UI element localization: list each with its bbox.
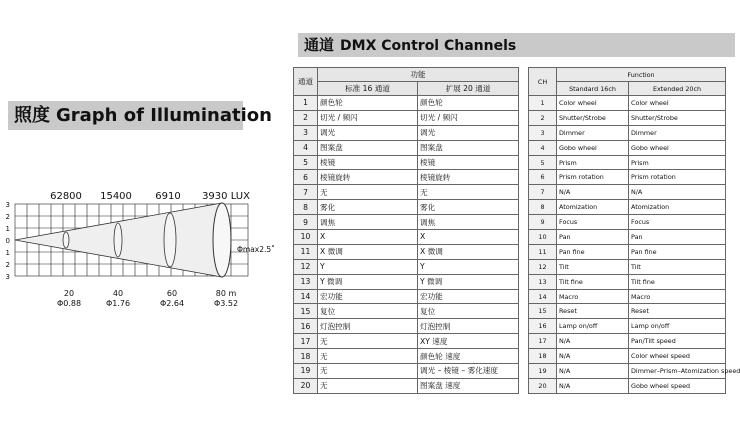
extended-function-cell: Dimmer <box>629 125 726 140</box>
channel-cell: 14 <box>294 289 318 304</box>
dmx-table-chinese <box>293 67 519 394</box>
channel-cell: 13 <box>294 274 318 289</box>
standard-function-cell: 宏功能 <box>318 289 418 304</box>
standard-header: 标准 16 通道 <box>318 82 418 96</box>
illumination-title-en: Graph of Illumination <box>56 105 272 126</box>
extended-function-cell: 无 <box>418 185 519 200</box>
extended-function-cell: Dimmer–Prism–Atomization speed <box>629 364 726 379</box>
channel-cell: 15 <box>294 304 318 319</box>
standard-function-cell: 棱镜旋转 <box>318 170 418 185</box>
table-row <box>294 349 519 364</box>
table-row <box>294 215 519 230</box>
extended-function-cell: Macro <box>629 289 726 304</box>
table-row <box>294 334 519 349</box>
table-row <box>529 215 726 230</box>
table-row <box>529 274 726 289</box>
standard-function-cell: 无 <box>318 364 418 379</box>
standard-function-cell: 切光 / 频闪 <box>318 110 418 125</box>
beam-section-80m <box>213 203 231 277</box>
channel-cell: 2 <box>529 110 557 125</box>
extended-function-cell: 宏功能 <box>418 289 519 304</box>
standard-function-cell: Tilt fine <box>557 274 629 289</box>
distance-label: 60 <box>166 289 178 298</box>
standard-function-cell: Macro <box>557 289 629 304</box>
table-row <box>529 378 726 393</box>
ch-header: 通道 <box>294 68 318 96</box>
table-row <box>294 364 519 379</box>
channel-cell: 8 <box>529 200 557 215</box>
ch-header: CH <box>529 68 557 96</box>
channel-cell: 7 <box>529 185 557 200</box>
lux-label: 62800 <box>50 191 82 202</box>
standard-function-cell: 复位 <box>318 304 418 319</box>
extended-function-cell: Prism rotation <box>629 170 726 185</box>
extended-function-cell: Color wheel <box>629 96 726 111</box>
table-row <box>529 319 726 334</box>
extended-function-cell: Color wheel speed <box>629 349 726 364</box>
channel-cell: 16 <box>294 319 318 334</box>
extended-function-cell: 棱镜旋转 <box>418 170 519 185</box>
table-row <box>294 170 519 185</box>
channel-cell: 13 <box>529 274 557 289</box>
y-tick: 3 <box>5 273 10 281</box>
extended-function-cell: Lamp on/off <box>629 319 726 334</box>
table-row <box>529 304 726 319</box>
standard-function-cell: Color wheel <box>557 96 629 111</box>
lux-label: 3930 LUX <box>202 191 250 202</box>
standard-function-cell: Prism <box>557 155 629 170</box>
table-row <box>529 289 726 304</box>
channel-cell: 12 <box>294 259 318 274</box>
standard-function-cell: Dimmer <box>557 125 629 140</box>
channel-cell: 6 <box>294 170 318 185</box>
channel-cell: 6 <box>529 170 557 185</box>
table-row <box>294 110 519 125</box>
extended-function-cell: Pan/Tilt speed <box>629 334 726 349</box>
table-row <box>294 140 519 155</box>
extended-function-cell: 棱镜 <box>418 155 519 170</box>
extended-function-cell: Y <box>418 259 519 274</box>
channel-cell: 10 <box>294 230 318 245</box>
standard-function-cell: Prism rotation <box>557 170 629 185</box>
standard-function-cell: Tilt <box>557 259 629 274</box>
extended-function-cell: 颜色轮 <box>418 96 519 111</box>
function-header: 功能 <box>318 68 519 82</box>
extended-function-cell: 调焦 <box>418 215 519 230</box>
extended-function-cell: Y 微调 <box>418 274 519 289</box>
extended-function-cell: Reset <box>629 304 726 319</box>
extended-function-cell: 颜色轮 速度 <box>418 349 519 364</box>
channel-cell: 15 <box>529 304 557 319</box>
table-row <box>529 230 726 245</box>
standard-function-cell: 无 <box>318 334 418 349</box>
channel-cell: 10 <box>529 230 557 245</box>
channel-cell: 3 <box>294 125 318 140</box>
table-row <box>294 230 519 245</box>
table-row <box>529 334 726 349</box>
illumination-graph <box>0 185 300 315</box>
standard-function-cell: Shutter/Strobe <box>557 110 629 125</box>
y-tick: 0 <box>5 237 10 245</box>
extended-function-cell: Pan <box>629 230 726 245</box>
table-row <box>529 170 726 185</box>
channel-cell: 17 <box>529 334 557 349</box>
table-row <box>294 319 519 334</box>
extended-function-cell: N/A <box>629 185 726 200</box>
standard-function-cell: 棱镜 <box>318 155 418 170</box>
standard-function-cell: Lamp on/off <box>557 319 629 334</box>
channel-cell: 20 <box>529 378 557 393</box>
standard-function-cell: N/A <box>557 364 629 379</box>
standard-function-cell: 灯泡控制 <box>318 319 418 334</box>
y-tick: 2 <box>5 213 10 221</box>
channel-cell: 19 <box>529 364 557 379</box>
channel-cell: 4 <box>294 140 318 155</box>
y-tick: 1 <box>5 249 10 257</box>
channel-cell: 5 <box>529 155 557 170</box>
channel-cell: 12 <box>529 259 557 274</box>
standard-function-cell: X 微调 <box>318 244 418 259</box>
table-row <box>294 155 519 170</box>
standard-function-cell: X <box>318 230 418 245</box>
standard-function-cell: 图案盘 <box>318 140 418 155</box>
standard-function-cell: Y 微调 <box>318 274 418 289</box>
beam-angle-label: Φmax2.5˚ <box>237 245 275 254</box>
channel-cell: 4 <box>529 140 557 155</box>
standard-function-cell: 无 <box>318 185 418 200</box>
channel-cell: 8 <box>294 200 318 215</box>
channel-cell: 16 <box>529 319 557 334</box>
beam-section-20m <box>63 232 69 248</box>
channel-cell: 9 <box>294 215 318 230</box>
function-header: Function <box>557 68 726 82</box>
beam-section-40m <box>114 223 122 257</box>
channel-cell: 2 <box>294 110 318 125</box>
lux-label: 15400 <box>100 191 132 202</box>
table-row <box>529 185 726 200</box>
table-row <box>294 259 519 274</box>
extended-function-cell: 灯泡控制 <box>418 319 519 334</box>
standard-function-cell: Y <box>318 259 418 274</box>
table-row <box>529 349 726 364</box>
channel-cell: 11 <box>294 244 318 259</box>
extended-function-cell: 图案盘 <box>418 140 519 155</box>
channel-cell: 1 <box>294 96 318 111</box>
table-row <box>529 140 726 155</box>
extended-function-cell: 调光 – 棱镜 – 雾化速度 <box>418 364 519 379</box>
distance-label: 40 <box>112 289 124 298</box>
y-tick: 1 <box>5 225 10 233</box>
lux-label: 6910 <box>155 191 181 202</box>
distance-label: 20 <box>63 289 75 298</box>
channel-cell: 11 <box>529 244 557 259</box>
channel-cell: 17 <box>294 334 318 349</box>
y-tick: 2 <box>5 261 10 269</box>
channel-cell: 19 <box>294 364 318 379</box>
dmx-title-cn: 通道 <box>304 36 335 54</box>
extended-function-cell: Pan fine <box>629 244 726 259</box>
extended-function-cell: Shutter/Strobe <box>629 110 726 125</box>
beam-section-60m <box>164 213 176 267</box>
channel-cell: 7 <box>294 185 318 200</box>
extended-function-cell: X 微调 <box>418 244 519 259</box>
standard-function-cell: Reset <box>557 304 629 319</box>
extended-header: 扩展 20 通道 <box>418 82 519 96</box>
table-row <box>294 185 519 200</box>
standard-function-cell: N/A <box>557 185 629 200</box>
standard-function-cell: N/A <box>557 334 629 349</box>
table-row <box>294 289 519 304</box>
table-row <box>529 125 726 140</box>
standard-function-cell: 调光 <box>318 125 418 140</box>
standard-function-cell: 颜色轮 <box>318 96 418 111</box>
standard-function-cell: 雾化 <box>318 200 418 215</box>
diameter-label: Φ1.76 <box>105 299 131 308</box>
table-row <box>529 110 726 125</box>
table-row <box>294 304 519 319</box>
extended-function-cell: XY 速度 <box>418 334 519 349</box>
standard-function-cell: 调焦 <box>318 215 418 230</box>
dmx-heading <box>298 33 735 57</box>
standard-header: Standard 16ch <box>557 82 629 96</box>
channel-cell: 20 <box>294 378 318 393</box>
extended-function-cell: Gobo wheel speed <box>629 378 726 393</box>
extended-function-cell: 图案盘 速度 <box>418 378 519 393</box>
table-row <box>294 378 519 393</box>
extended-function-cell: 切光 / 频闪 <box>418 110 519 125</box>
extended-header: Extended 20ch <box>629 82 726 96</box>
channel-cell: 5 <box>294 155 318 170</box>
extended-function-cell: Gobo wheel <box>629 140 726 155</box>
table-row <box>294 200 519 215</box>
table-row <box>294 274 519 289</box>
table-row <box>529 96 726 111</box>
extended-function-cell: Tilt fine <box>629 274 726 289</box>
table-row <box>294 244 519 259</box>
standard-function-cell: Atomization <box>557 200 629 215</box>
standard-function-cell: 无 <box>318 349 418 364</box>
table-row <box>529 155 726 170</box>
extended-function-cell: Tilt <box>629 259 726 274</box>
dmx-table-english <box>528 67 740 394</box>
channel-cell: 3 <box>529 125 557 140</box>
standard-function-cell: N/A <box>557 378 629 393</box>
channel-cell: 18 <box>529 349 557 364</box>
y-tick: 3 <box>5 201 10 209</box>
table-row <box>529 259 726 274</box>
channel-cell: 9 <box>529 215 557 230</box>
illumination-heading <box>8 101 272 130</box>
table-row <box>294 96 519 111</box>
table-row <box>529 364 726 379</box>
standard-function-cell: N/A <box>557 349 629 364</box>
extended-function-cell: Prism <box>629 155 726 170</box>
extended-function-cell: Atomization <box>629 200 726 215</box>
extended-function-cell: 调光 <box>418 125 519 140</box>
extended-function-cell: X <box>418 230 519 245</box>
diameter-label: Φ3.52 <box>213 299 239 308</box>
standard-function-cell: 无 <box>318 378 418 393</box>
table-row <box>294 125 519 140</box>
channel-cell: 18 <box>294 349 318 364</box>
channel-cell: 1 <box>529 96 557 111</box>
standard-function-cell: Gobo wheel <box>557 140 629 155</box>
extended-function-cell: Focus <box>629 215 726 230</box>
table-row <box>529 244 726 259</box>
extended-function-cell: 雾化 <box>418 200 519 215</box>
extended-function-cell: 复位 <box>418 304 519 319</box>
diameter-label: Φ2.64 <box>159 299 185 308</box>
standard-function-cell: Focus <box>557 215 629 230</box>
dmx-title-en: DMX Control Channels <box>340 38 517 54</box>
channel-cell: 14 <box>529 289 557 304</box>
diameter-label: Φ0.88 <box>56 299 82 308</box>
illumination-title-cn: 照度 <box>14 105 50 126</box>
table-row <box>529 200 726 215</box>
distance-label: 80 m <box>215 289 237 298</box>
standard-function-cell: Pan <box>557 230 629 245</box>
standard-function-cell: Pan fine <box>557 244 629 259</box>
